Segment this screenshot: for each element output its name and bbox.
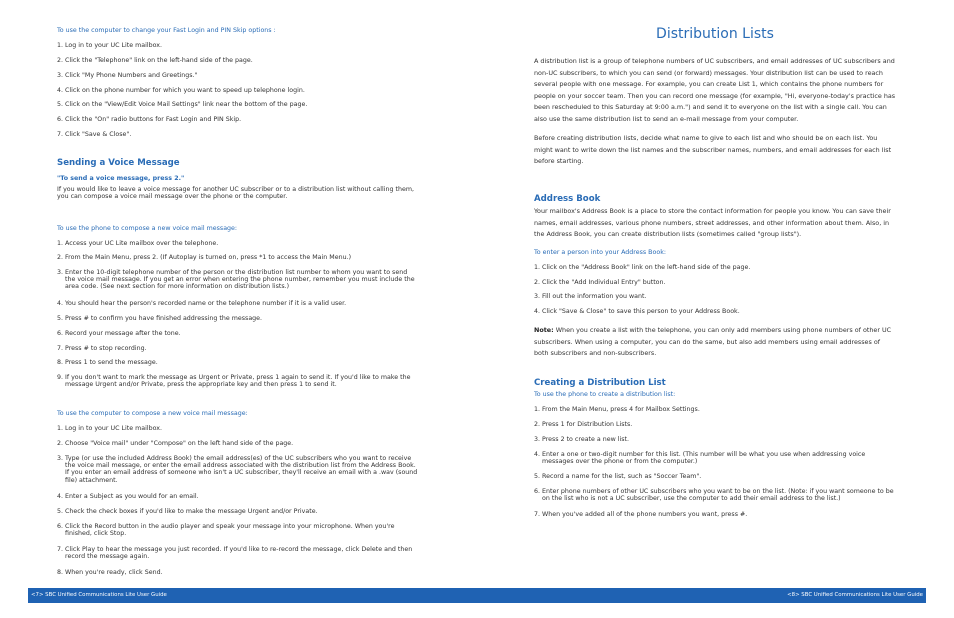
list-item: 2. Press 1 for Distribution Lists. [534,421,633,428]
list-item: 3. Press 2 to create a new list. [534,436,630,443]
create-list-heading: To use the phone to create a distribution list: [534,391,676,398]
list-item: 3. Fill out the information you want. [534,293,647,300]
list-item: 3. Enter the 10-digit telephone number of the person or the distribution list number to whom you want to send the voice mail message. If you get an error when entering the phone number, remember you must include the area code. (See next section for more information on distribution lists.) [57,269,415,291]
list-item: 2. Choose "Voice mail" under "Compose" on the left hand side of the page. [57,440,294,447]
send-quote: "To send a voice message, press 2." [57,175,185,182]
address-book-heading: To enter a person into your Address Book: [534,249,666,256]
intro-paragraph: A distribution list is a group of telephone numbers of UC subscribers, and email addresses of UC subscribers and non-UC subscribers, to which you can send (or forward) messages. Your distribution list can be used to reach several people with one message. For example, you can create List 1, which contains the phone numbers for people on your soccer team. Then you can record one message (for example, "Hi, everyone-today's practice has been rescheduled to this Saturday at 9:00 a.m.") and send it to everyone on the list with a single call. You can also use the same distribution list to send an e-mail message from your computer. [534,57,896,123]
address-book-paragraph: Your mailbox's Address Book is a place to store the contact information for people you know. You can save their names, email addresses, various phone numbers, street addresses, and other information about them. Also, in the Address Book, you can create distribution lists (sometimes called "group lists"). [534,207,891,238]
list-item: 2. From the Main Menu, press 2. (If Autoplay is turned on, press *1 to access the Main Menu.) [57,254,352,261]
phone-compose-heading: To use the phone to compose a new voice mail message: [57,225,238,232]
footer-right-page-label: <8> SBC Unified Communications Lite User Guide [787,592,923,598]
list-item: 6. Click the "On" radio buttons for Fast Login and PIN Skip. [57,116,242,123]
list-item: 2. Click the "Add Individual Entry" button. [534,279,666,286]
page-title: Distribution Lists [656,26,774,42]
list-item: 1. Access your UC Lite mailbox over the telephone. [57,240,219,247]
list-item: 7. When you've added all of the phone numbers you want, press #. [534,511,748,518]
list-item: 8. When you're ready, click Send. [57,569,163,576]
list-item: 1. From the Main Menu, press 4 for Mailbox Settings. [534,406,700,413]
computer-compose-heading: To use the computer to compose a new voice mail message: [57,410,248,417]
list-item: 6. Enter phone numbers of other UC subscribers who you want to be on the list. (Note: if you want someone to be on the list who is not a UC subscriber, use the computer to add their email address to the list.) [534,488,894,503]
note-label: Note: [534,326,554,334]
list-item: 5. Record a name for the list, such as "Soccer Team". [534,473,702,480]
section-title-creating-list: Creating a Distribution List [534,378,666,388]
list-item: 5. Press # to confirm you have finished addressing the message. [57,315,263,322]
list-item: 4. Enter a Subject as you would for an email. [57,493,199,500]
list-item: 2. Click the "Telephone" link on the left-hand side of the page. [57,57,253,64]
list-item: 1. Log in to your UC Lite mailbox. [57,425,162,432]
list-item: 1. Log in to your UC Lite mailbox. [57,42,162,49]
list-item: 3. Type (or use the included Address Book) the email address(es) of the UC subscribers who you want to receive the voice mail message, or enter the email address associated with the distribution list from the Address Book. If you enter an email address of someone who isn't a UC subscriber, they'll receive an email with a .wav (sound file) attachment. [57,455,418,484]
list-item: 4. You should hear the person's recorded name or the telephone number if it is a valid user. [57,300,347,307]
list-item: 6. Click the Record button in the audio player and speak your message into your microphone. When you're finished, click Stop. [57,523,395,538]
footer-bar [28,588,926,603]
list-item: 6. Record your message after the tone. [57,330,181,337]
list-item: 3. Click "My Phone Numbers and Greetings." [57,72,198,79]
list-item: 4. Click "Save & Close" to save this person to your Address Book. [534,308,740,315]
footer-left-page-label: <7> SBC Unified Communications Lite User Guide [31,592,167,598]
list-item: 7. Click Play to hear the message you just recorded. If you'd like to re-record the message, click Delete and then record the message again. [57,546,413,561]
list-item: 7. Press # to stop recording. [57,345,147,352]
note-paragraph [534,325,896,360]
section-title-address-book: Address Book [534,194,601,204]
list-item: 1. Click on the "Address Book" link on the left-hand side of the page. [534,264,751,271]
list-item: 9. If you don't want to mark the message as Urgent or Private, press 1 again to send it. If you'd like to make the message Urgent and/or Private, press the appropriate key and then press 1 to send it. [57,374,411,389]
fast-login-heading: To use the computer to change your Fast Login and PIN Skip options : [57,27,276,34]
section-title-sending: Sending a Voice Message [57,158,180,168]
list-item: 7. Click "Save & Close". [57,131,132,138]
list-item: 4. Enter a one or two-digit number for this list. (This number will be what you use when addressing voice messages over the phone or from the computer.) [534,451,866,466]
intro-paragraph-2: Before creating distribution lists, decide what name to give to each list and who should be on each list. You might want to write down the list names and the subscriber names, numbers, and email addresses for each list before starting. [534,134,892,165]
list-item: 5. Click on the "View/Edit Voice Mail Settings" link near the bottom of the page. [57,101,308,108]
send-intro: If you would like to leave a voice message for another UC subscriber or to a distribution list without calling them, you can compose a voice mail message over the phone or the computer. [57,186,414,201]
list-item: 5. Check the check boxes if you'd like to make the message Urgent and/or Private. [57,508,318,515]
list-item: 4. Click on the phone number for which you want to speed up telephone login. [57,87,305,94]
list-item: 8. Press 1 to send the message. [57,359,158,366]
note-text: When you create a list with the telephone, you can only add members using phone numbers of other UC subscribers. When using a computer, you can do the same, but also add members using email addresses of both subscribers and non-subscribers. [534,326,892,357]
